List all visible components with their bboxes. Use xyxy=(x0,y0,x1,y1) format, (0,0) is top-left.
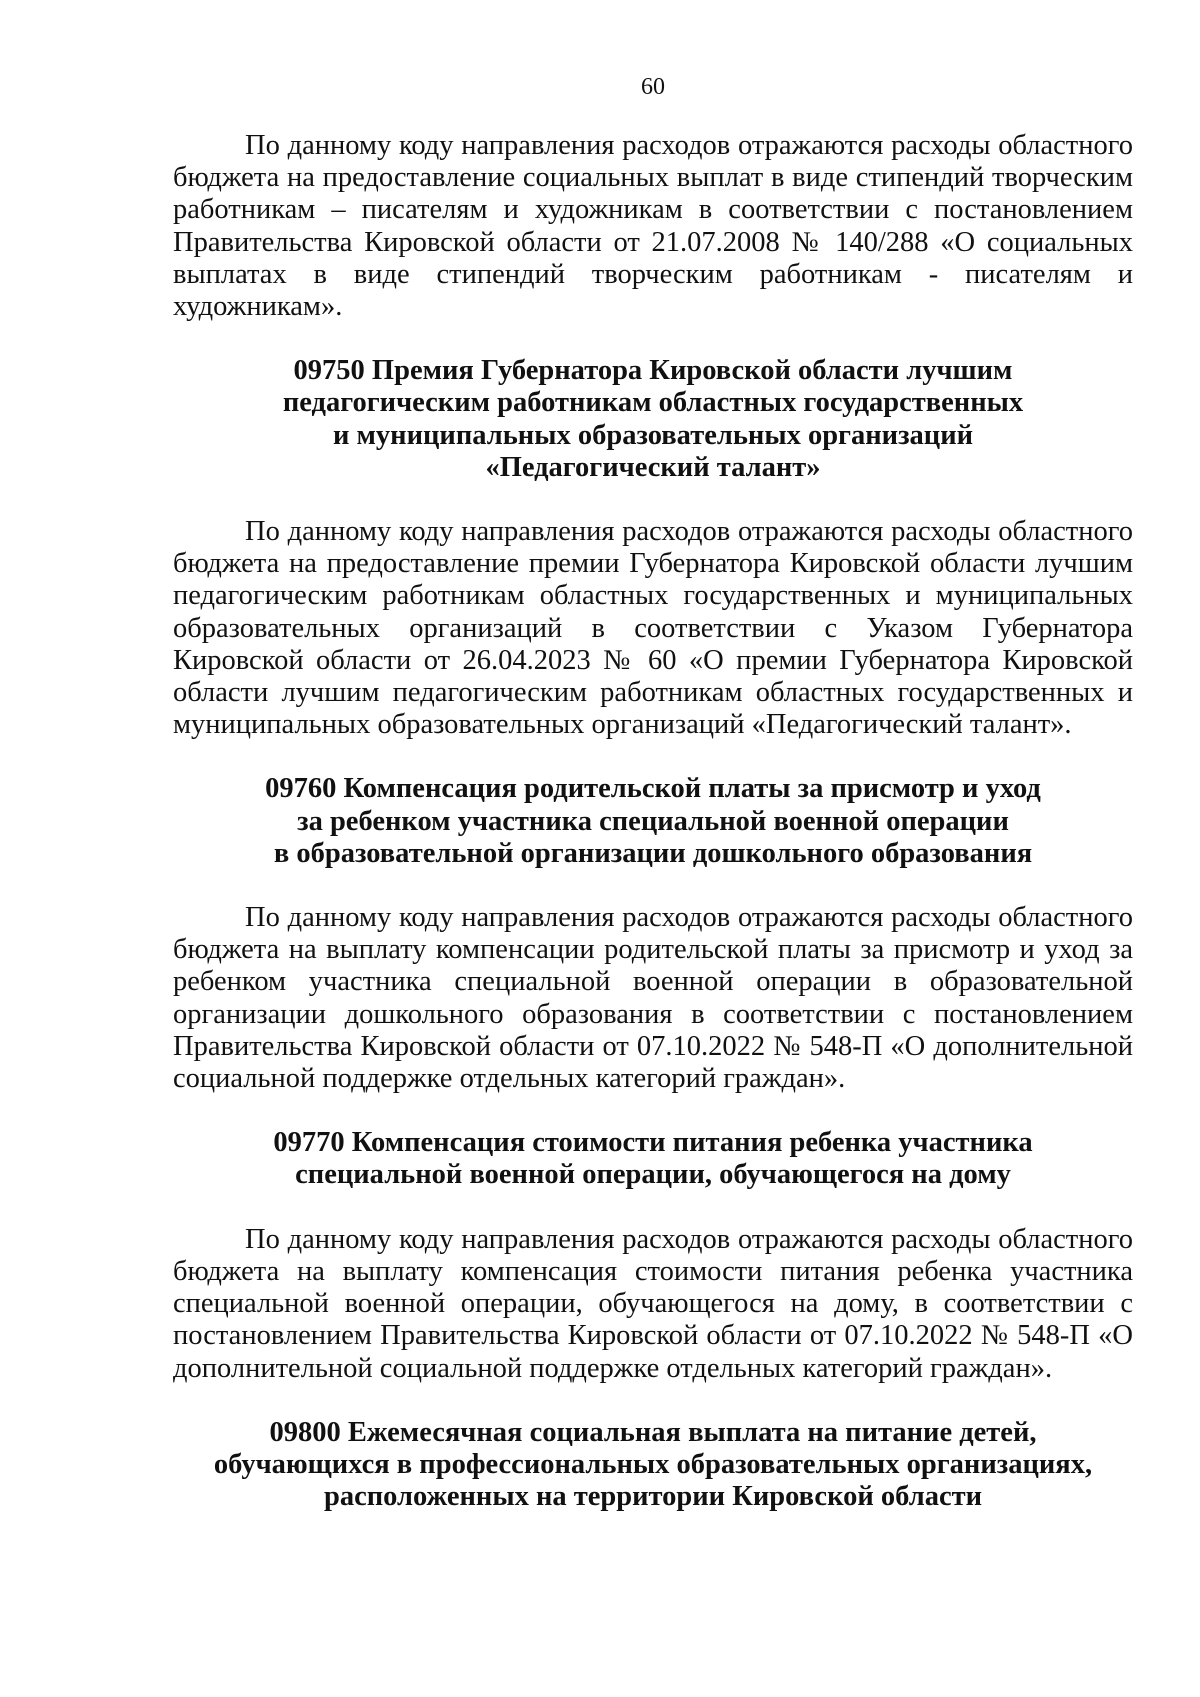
heading-line: «Педагогический талант» xyxy=(485,451,821,483)
page-number: 60 xyxy=(641,74,665,100)
paragraph-09750: По данному коду направления расходов отражаются расходы областного бюджета на предоставление премии Губернатора Кировской области лучшим педагогическим работникам областных государственных и муниципальных образовательных организаций в соответствии с Указом Губернатора Кировской области от 26.04.2023 № 60 «О премии Губернатора Кировской области лучшим педагогическим работникам областных государственных и муниципальных образовательных организаций «Педагогический талант». xyxy=(173,516,1133,741)
heading-09750 xyxy=(173,355,1133,484)
heading-line: обучающихся в профессиональных образовательных организациях, xyxy=(213,1448,1093,1480)
heading-line: педагогическим работникам областных государственных xyxy=(282,387,1024,419)
heading-line: 09800 Ежемесячная социальная выплата на питание детей, xyxy=(269,1416,1037,1448)
heading-09760 xyxy=(173,773,1133,870)
paragraph-09760: По данному коду направления расходов отражаются расходы областного бюджета на выплату компенсации родительской платы за присмотр и уход за ребенком участника специальной военной операции в образовательной организации дошкольного образования в соответствии с постановлением Правительства Кировской области от 07.10.2022 № 548-П «О дополнительной социальной поддержке отдельных категорий граждан». xyxy=(173,902,1133,1095)
heading-line: 09770 Компенсация стоимости питания ребенка участника xyxy=(273,1127,1033,1159)
document-body xyxy=(173,130,1133,1513)
heading-line: в образовательной организации дошкольного образования xyxy=(273,837,1033,869)
heading-line: расположенных на территории Кировской области xyxy=(323,1481,983,1513)
heading-09800 xyxy=(173,1417,1133,1514)
heading-line: за ребенком участника специальной военной операции xyxy=(297,805,1009,837)
heading-line: 09760 Компенсация родительской платы за присмотр и уход xyxy=(265,773,1041,805)
paragraph-stipends-writers-artists: По данному коду направления расходов отражаются расходы областного бюджета на предоставление социальных выплат в виде стипендий творческим работникам – писателям и художникам в соответствии с постановлением Правительства Кировской области от 21.07.2008 № 140/288 «О социальных выплатах в виде стипендий творческим работникам - писателям и художникам». xyxy=(173,130,1133,323)
heading-line: и муниципальных образовательных организаций xyxy=(332,419,974,451)
heading-line: специальной военной операции, обучающегося на дому xyxy=(295,1159,1011,1191)
heading-line: 09750 Премия Губернатора Кировской области лучшим xyxy=(293,355,1013,387)
heading-09770 xyxy=(173,1127,1133,1191)
paragraph-09770: По данному коду направления расходов отражаются расходы областного бюджета на выплату компенсация стоимости питания ребенка участника специальной военной операции, обучающегося на дому, в соответствии с постановлением Правительства Кировской области от 07.10.2022 № 548-П «О дополнительной социальной поддержке отдельных категорий граждан». xyxy=(173,1223,1133,1384)
